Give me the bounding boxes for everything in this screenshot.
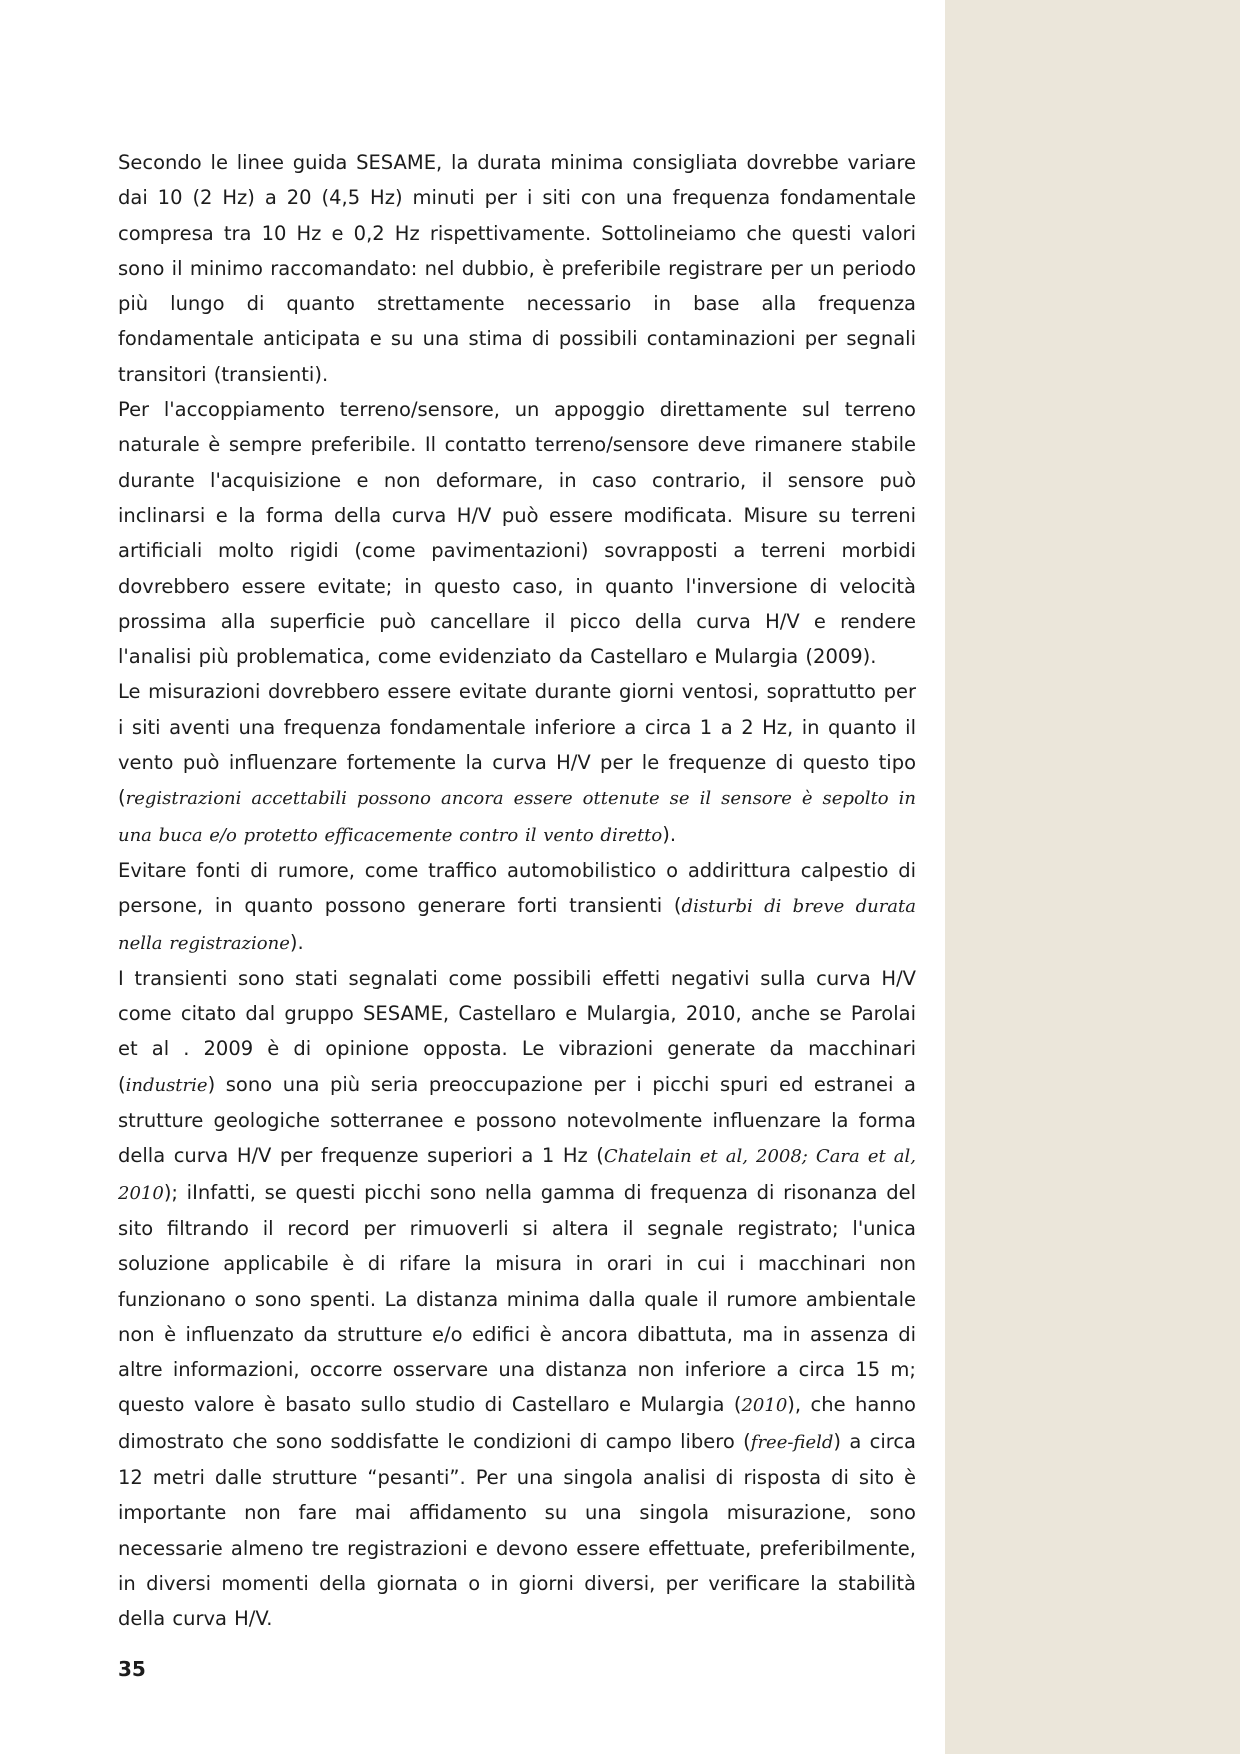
text-run: Per l'accoppiamento terreno/sensore, un appoggio direttamente sul terreno naturale è sempre preferibile. Il contatto terreno/sensore deve rimanere stabile durante l'acquisizione e non deformare, in caso contrario, il sensore può inclinarsi e la forma della curva H/V può essere modificata. Misure su terreni artificiali molto rigidi (come pavimentazioni) sovrapposti a terreni morbidi dovrebbero essere evitate; in questo caso, in quanto l'inversione di velocità prossima alla superficie può cancellare il picco della curva H/V e rendere l'analisi più problematica, come evidenziato da Castellaro e Mulargia (2009). bbox=[118, 398, 916, 669]
text-run: Secondo le linee guida SESAME, la durata minima consigliata dovrebbe variare dai 10 (2 Hz) a 20 (4,5 Hz) minuti per i siti con una frequenza fondamentale compresa tra 10 Hz e 0,2 Hz rispettivamente. Sottolineiamo che questi valori sono il minimo raccomandato: nel dubbio, è preferibile registrare per un periodo più lungo di quanto strettamente necessario in base alla frequenza fondamentale anticipata e su una stima di possibili contaminazioni per segnali transitori (transienti). bbox=[118, 151, 916, 386]
italic-run: industrie bbox=[125, 1074, 208, 1096]
body-text bbox=[118, 145, 916, 1636]
page-number: 35 bbox=[118, 1657, 146, 1681]
italic-run: 2010 bbox=[741, 1395, 788, 1417]
text-run: ); iInfatti, se questi picchi sono nella gamma di frequenza di risonanza del sito filtrando il record per rimuoverli si altera il segnale registrato; l'unica soluzione applicabile è di rifare la misura in orari in cui i macchinari non funzionano o sono spenti. La distanza minima dalla quale il rumore ambientale non è influenzato da strutture e/o edifici è ancora dibattuta, ma in assenza di altre informazioni, occorre osservare una distanza non inferiore a circa 15 m; questo valore è basato sullo studio di Castellaro e Mulargia ( bbox=[118, 1180, 916, 1417]
italic-run: Chatelain et al, 2008; Cara et al, 2010 bbox=[118, 1146, 916, 1204]
paragraph bbox=[118, 853, 916, 961]
paragraph bbox=[118, 674, 916, 852]
text-run: Evitare fonti di rumore, come traffico automobilistico o addirittura calpestio di persone, in quanto possono generare forti transienti ( bbox=[118, 858, 916, 918]
text-run: ) a circa 12 metri dalle strutture “pesanti”. Per una singola analisi di risposta di sito è importante non fare mai affidamento su una singola misurazione, sono necessarie almeno tre registrazioni e devono essere effettuate, preferibilmente, in diversi momenti della giornata o in giorni diversi, per verificare la stabilità della curva H/V. bbox=[118, 1429, 917, 1631]
paragraph bbox=[118, 392, 916, 674]
italic-run: registrazioni accettabili possono ancora essere ottenute se il sensore è sepolto in una buca e/o protetto efficacemente contro il vento diretto bbox=[118, 788, 916, 846]
paragraph bbox=[118, 961, 916, 1637]
text-run: Le misurazioni dovrebbero essere evitate durante giorni ventosi, soprattutto per i siti aventi una frequenza fondamentale inferiore a circa 1 a 2 Hz, in quanto il vento può influenzare fortemente la curva H/V per le frequenze di questo tipo ( bbox=[118, 680, 916, 810]
text-run: ) sono una più seria preoccupazione per i picchi spuri ed estranei a strutture geologiche sotterranee e possono notevolmente influenzare la forma della curva H/V per frequenze superiori a 1 Hz ( bbox=[118, 1072, 916, 1168]
italic-run: free-field bbox=[750, 1431, 834, 1453]
text-run: ). bbox=[289, 930, 304, 954]
text-run: I transienti sono stati segnalati come possibili effetti negativi sulla curva H/V come citato dal gruppo SESAME, Castellaro e Mulargia, 2010, anche se Parolai et al . 2009 è di opinione opposta. Le vibrazioni generate da macchinari ( bbox=[118, 966, 916, 1096]
italic-run: disturbi di breve durata nella registrazione bbox=[118, 896, 917, 954]
text-run: ), che hanno dimostrato che sono soddisfatte le condizioni di campo libero ( bbox=[118, 1393, 916, 1453]
side-margin-band bbox=[945, 0, 1240, 1754]
text-run: ). bbox=[662, 822, 677, 846]
paragraph bbox=[118, 145, 916, 392]
